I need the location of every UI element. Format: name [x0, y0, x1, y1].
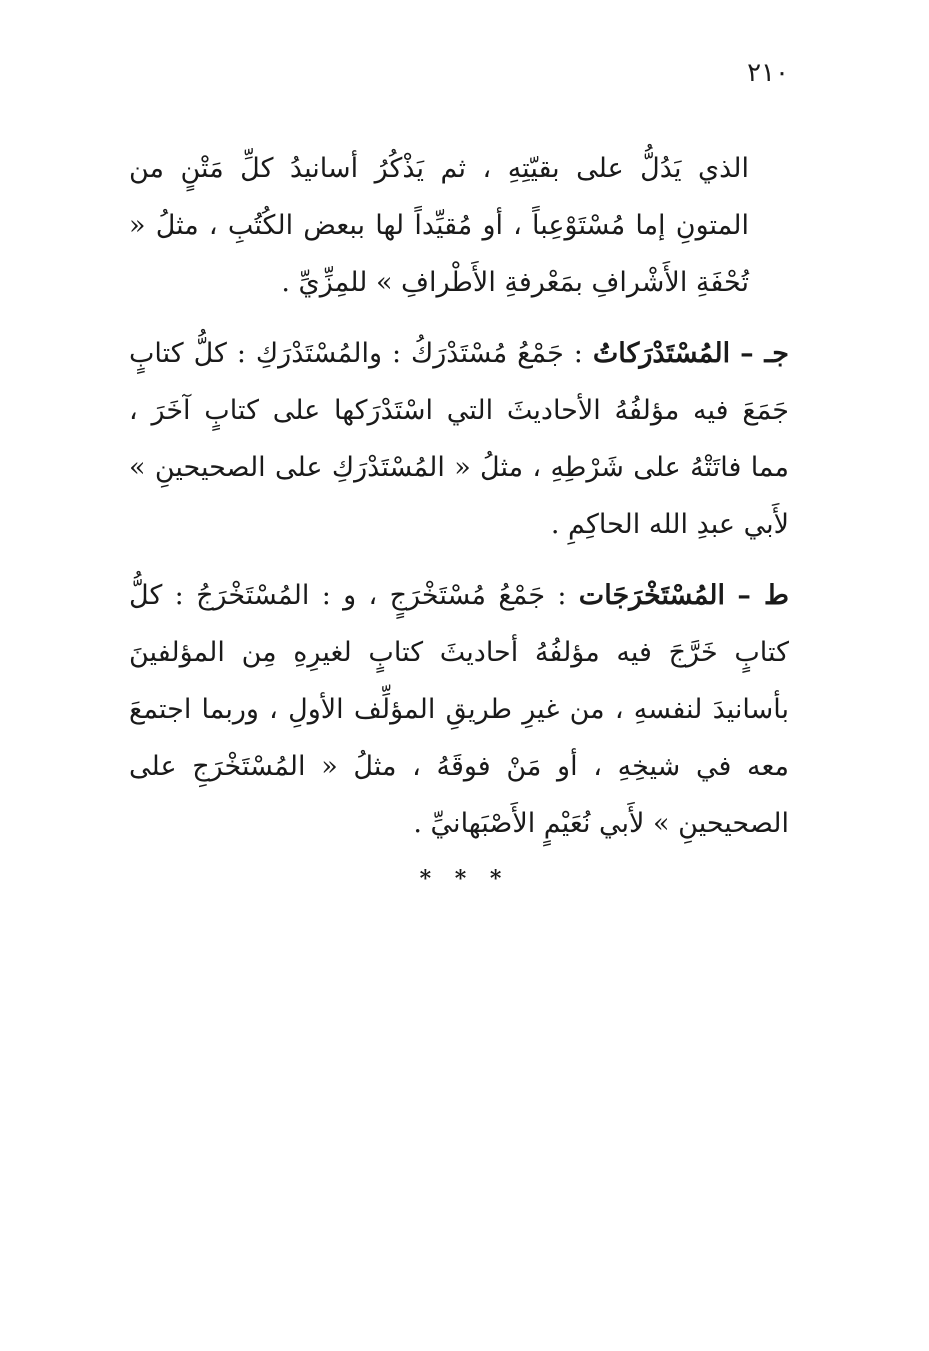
item-term: المُسْتَخْرَجَات [578, 580, 726, 611]
list-item-mustadrakat [129, 325, 789, 553]
item-marker: ط – [737, 580, 789, 611]
item-term: المُسْتَدْرَكاتُ [592, 338, 731, 369]
section-separator: * * * [419, 866, 510, 892]
item-marker: جـ – [740, 338, 789, 369]
intro-paragraph: الذي يَدُلُّ على بقيّتِهِ ، ثم يَذْكُرُ أسانيدُ كلِّ مَتْنٍ من المتونِ إما مُسْتَوْعِباً ، أو مُقيِّداً لها ببعض الكُتُبِ ، مثلُ « تُحْفَةِ الأَشْرافِ بمَعْرفةِ الأَطْرافِ » للمِزِّيِّ . [129, 153, 749, 298]
item-body: : جَمْعُ مُسْتَدْرَكُ : والمُسْتَدْرَكِ : كلُّ كتابٍ جَمَعَ فيه مؤلفُهُ الأحاديثَ التي اسْتَدْرَكها على كتابٍ آخَرَ ، مما فاتَتْهُ على شَرْطِهِ ، مثلُ « المُسْتَدْرَكِ على الصحيحينِ » لأَبي عبدِ الله الحاكِمِ . [129, 338, 789, 540]
text-block [129, 140, 789, 852]
item-body: : جَمْعُ مُسْتَخْرَجٍ ، و : المُسْتَخْرَجُ : كلُّ كتابٍ خَرَّجَ فيه مؤلفُهُ أحاديثَ كتابٍ لغيرِهِ مِن المؤلفينَ بأسانيدَ لنفسهِ ، من غيرِ طريقِ المؤلِّف الأولِ ، وربما اجتمعَ معه في شيخِهِ ، أو مَنْ فوقَهُ ، مثلُ « المُسْتَخْرَجِ على الصحيحينِ » لأَبي نُعَيْمٍ الأَصْبَهانيِّ . [129, 580, 789, 839]
page-number: ٢١٠ [747, 58, 789, 88]
list-item-mustakhrajat [129, 567, 789, 852]
